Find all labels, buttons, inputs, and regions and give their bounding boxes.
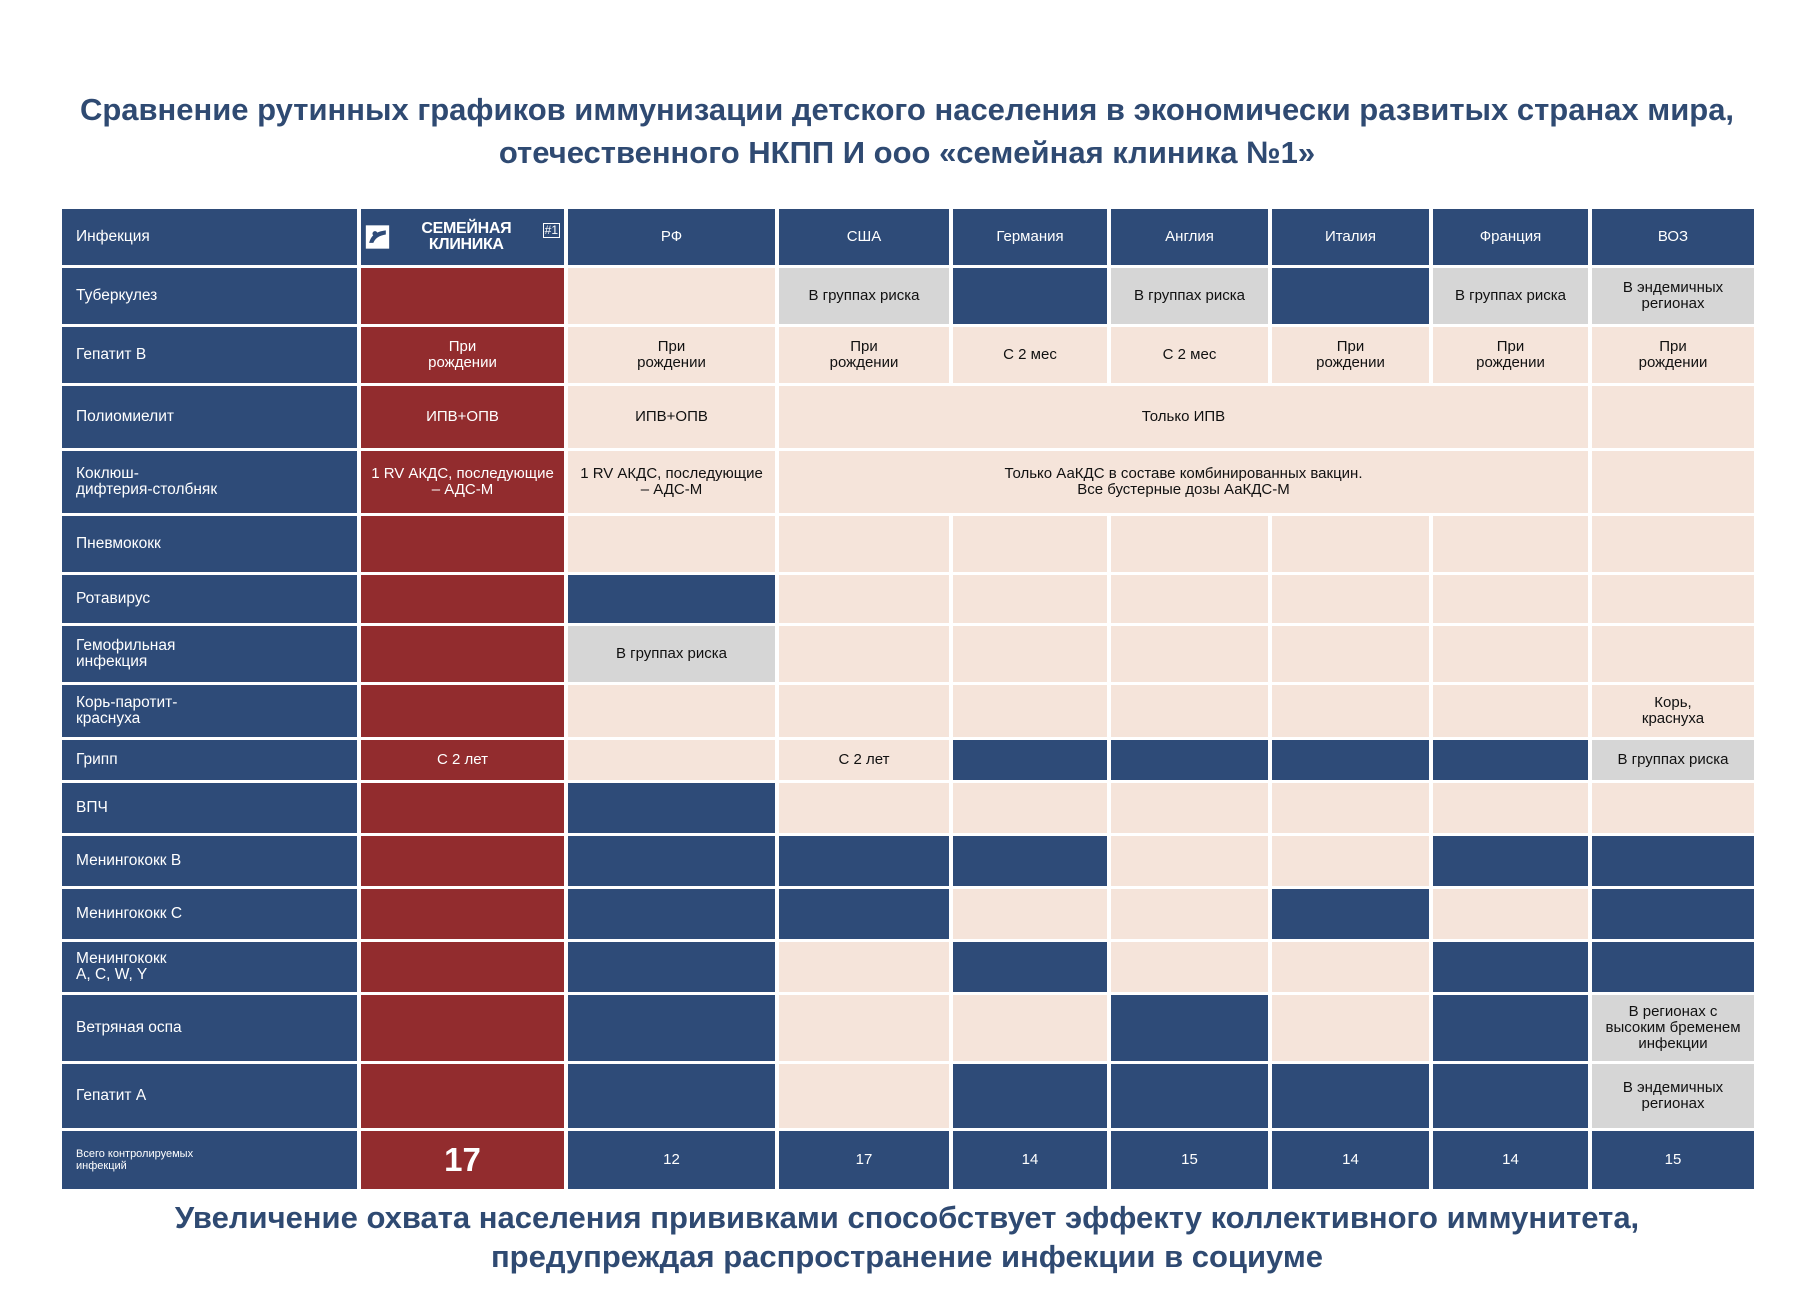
table-cell bbox=[953, 740, 1107, 780]
header-country: Франция bbox=[1433, 209, 1588, 265]
clinic-cell bbox=[361, 942, 564, 992]
table-cell bbox=[568, 836, 775, 886]
table-cell bbox=[1111, 685, 1268, 737]
table-cell bbox=[1592, 626, 1754, 682]
table-cell bbox=[1592, 836, 1754, 886]
table-cell: В группах риска bbox=[568, 626, 775, 682]
row-label: Корь-паротит- краснуха bbox=[62, 685, 357, 737]
row-label: Менингококк В bbox=[62, 836, 357, 886]
clinic-cell: При рождении bbox=[361, 327, 564, 383]
clinic-cell: ИПВ+ОПВ bbox=[361, 386, 564, 448]
table-cell bbox=[779, 685, 949, 737]
table-cell: При рождении bbox=[779, 327, 949, 383]
clinic-cell: С 2 лет bbox=[361, 740, 564, 780]
totals-label: Всего контролируемых инфекций bbox=[62, 1131, 357, 1189]
table-cell: С 2 мес bbox=[1111, 327, 1268, 383]
totals-value: 15 bbox=[1592, 1131, 1754, 1189]
table-cell: В группах риска bbox=[1433, 268, 1588, 324]
title-line-2: отечественного НКПП И ооо «семейная клиника №1» bbox=[498, 135, 1316, 170]
table-cell bbox=[1592, 783, 1754, 833]
table-cell: В регионах с высоким бременем инфекции bbox=[1592, 995, 1754, 1061]
table-cell-merged: Только АаКДС в составе комбинированных вакцин. Все бустерные дозы АаКДС-М bbox=[779, 451, 1588, 513]
row-label: Менингококк С bbox=[62, 889, 357, 939]
table-cell-merged: Только ИПВ bbox=[779, 386, 1588, 448]
header-country: РФ bbox=[568, 209, 775, 265]
table-cell: При рождении bbox=[568, 327, 775, 383]
table-cell bbox=[1111, 1064, 1268, 1128]
table-cell bbox=[1592, 889, 1754, 939]
table-cell bbox=[1592, 516, 1754, 572]
table-cell bbox=[1272, 1064, 1429, 1128]
table-cell bbox=[1433, 1064, 1588, 1128]
table-cell bbox=[1111, 836, 1268, 886]
table-cell bbox=[779, 889, 949, 939]
table-cell bbox=[1272, 740, 1429, 780]
row-label: Гемофильная инфекция bbox=[62, 626, 357, 682]
table-cell bbox=[1272, 995, 1429, 1061]
header-country: США bbox=[779, 209, 949, 265]
table-cell bbox=[1272, 685, 1429, 737]
table-cell bbox=[1433, 836, 1588, 886]
totals-value: 17 bbox=[779, 1131, 949, 1189]
row-label: Менингококк А, С, W, Y bbox=[62, 942, 357, 992]
table-cell: В группах риска bbox=[1592, 740, 1754, 780]
table-cell bbox=[568, 740, 775, 780]
table-cell bbox=[1111, 783, 1268, 833]
table-cell bbox=[1272, 889, 1429, 939]
row-label: Гепатит В bbox=[62, 327, 357, 383]
table-cell bbox=[953, 942, 1107, 992]
table-cell: При рождении bbox=[1592, 327, 1754, 383]
table-cell bbox=[953, 783, 1107, 833]
table-cell bbox=[1272, 516, 1429, 572]
table-cell bbox=[568, 889, 775, 939]
header-country: Италия bbox=[1272, 209, 1429, 265]
table-cell bbox=[1272, 575, 1429, 623]
table-cell bbox=[953, 836, 1107, 886]
table-cell bbox=[568, 575, 775, 623]
table-cell bbox=[779, 783, 949, 833]
row-label: Ветряная оспа bbox=[62, 995, 357, 1061]
table-cell: При рождении bbox=[1272, 327, 1429, 383]
table-cell bbox=[1111, 626, 1268, 682]
clinic-cell bbox=[361, 1064, 564, 1128]
row-label: Грипп bbox=[62, 740, 357, 780]
table-cell bbox=[953, 516, 1107, 572]
table-cell: В группах риска bbox=[779, 268, 949, 324]
table-cell bbox=[953, 626, 1107, 682]
table-cell: С 2 лет bbox=[779, 740, 949, 780]
footer-line-2: предупреждая распространение инфекции в социуме bbox=[490, 1239, 1324, 1274]
row-label: Ротавирус bbox=[62, 575, 357, 623]
row-label: Полиомиелит bbox=[62, 386, 357, 448]
table-cell bbox=[1592, 575, 1754, 623]
table-cell bbox=[1592, 942, 1754, 992]
table-cell bbox=[1272, 626, 1429, 682]
immunization-table bbox=[62, 209, 1754, 1189]
table-cell bbox=[779, 995, 949, 1061]
clinic-logo-text: СЕМЕЙНАЯ КЛИНИКА bbox=[421, 220, 512, 253]
header-country: Англия bbox=[1111, 209, 1268, 265]
table-cell bbox=[1111, 516, 1268, 572]
row-label: Коклюш- дифтерия-столбняк bbox=[62, 451, 357, 513]
table-cell bbox=[1433, 995, 1588, 1061]
table-cell bbox=[568, 685, 775, 737]
table-cell bbox=[1433, 575, 1588, 623]
table-cell bbox=[779, 516, 949, 572]
table-cell bbox=[568, 995, 775, 1061]
table-cell: 1 RV АКДС, последующие – АДС-М bbox=[568, 451, 775, 513]
clinic-cell bbox=[361, 995, 564, 1061]
table-cell bbox=[1433, 889, 1588, 939]
table-cell bbox=[779, 836, 949, 886]
table-cell bbox=[953, 889, 1107, 939]
clinic-cell bbox=[361, 836, 564, 886]
table-cell bbox=[953, 575, 1107, 623]
table-cell: В эндемичных регионах bbox=[1592, 268, 1754, 324]
table-cell bbox=[779, 1064, 949, 1128]
table-cell bbox=[1272, 783, 1429, 833]
table-cell: В группах риска bbox=[1111, 268, 1268, 324]
totals-value: 15 bbox=[1111, 1131, 1268, 1189]
header-clinic bbox=[361, 209, 564, 265]
clinic-cell bbox=[361, 575, 564, 623]
title-line-1: Сравнение рутинных графиков иммунизации детского населения в экономически развитых странах мира, bbox=[79, 92, 1735, 127]
table-cell bbox=[953, 268, 1107, 324]
table-cell bbox=[953, 1064, 1107, 1128]
table-cell bbox=[1433, 783, 1588, 833]
table-cell bbox=[568, 942, 775, 992]
totals-value: 12 bbox=[568, 1131, 775, 1189]
table-cell bbox=[568, 268, 775, 324]
table-cell: При рождении bbox=[1433, 327, 1588, 383]
table-cell bbox=[568, 1064, 775, 1128]
clinic-logo bbox=[365, 221, 560, 253]
footer-line-1: Увеличение охвата населения прививками способствует эффекту коллективного иммунитета, bbox=[174, 1200, 1640, 1235]
table-cell bbox=[1433, 685, 1588, 737]
clinic-cell bbox=[361, 889, 564, 939]
clinic-cell bbox=[361, 783, 564, 833]
row-label: ВПЧ bbox=[62, 783, 357, 833]
clinic-cell bbox=[361, 516, 564, 572]
table-cell bbox=[1111, 995, 1268, 1061]
table-cell bbox=[779, 626, 949, 682]
table-cell bbox=[1272, 268, 1429, 324]
header-infection: Инфекция bbox=[62, 209, 357, 265]
totals-value: 14 bbox=[953, 1131, 1107, 1189]
table-cell: Корь, краснуха bbox=[1592, 685, 1754, 737]
table-cell bbox=[1433, 516, 1588, 572]
table-cell bbox=[568, 783, 775, 833]
table-cell bbox=[779, 575, 949, 623]
totals-value: 14 bbox=[1433, 1131, 1588, 1189]
totals-value: 14 bbox=[1272, 1131, 1429, 1189]
clinic-cell: 1 RV АКДС, последующие – АДС-М bbox=[361, 451, 564, 513]
table-cell bbox=[1111, 740, 1268, 780]
table-cell bbox=[1272, 942, 1429, 992]
table-cell bbox=[568, 516, 775, 572]
clinic-logo-icon bbox=[365, 222, 390, 252]
table-cell: В эндемичных регионах bbox=[1592, 1064, 1754, 1128]
totals-clinic: 17 bbox=[361, 1131, 564, 1189]
clinic-cell bbox=[361, 685, 564, 737]
header-country: ВОЗ bbox=[1592, 209, 1754, 265]
table-cell bbox=[1272, 836, 1429, 886]
footer-text bbox=[0, 1198, 1814, 1276]
page-title bbox=[0, 88, 1814, 174]
table-cell bbox=[1433, 626, 1588, 682]
clinic-cell bbox=[361, 268, 564, 324]
table-cell bbox=[953, 685, 1107, 737]
table-cell bbox=[1592, 386, 1754, 448]
table-cell bbox=[1111, 942, 1268, 992]
table-cell bbox=[779, 942, 949, 992]
table-cell bbox=[1592, 451, 1754, 513]
row-label: Гепатит А bbox=[62, 1064, 357, 1128]
table-cell: ИПВ+ОПВ bbox=[568, 386, 775, 448]
clinic-cell bbox=[361, 626, 564, 682]
table-cell bbox=[953, 995, 1107, 1061]
row-label: Туберкулез bbox=[62, 268, 357, 324]
clinic-logo-number: #1 bbox=[544, 222, 558, 237]
table-cell bbox=[1111, 575, 1268, 623]
table-cell bbox=[1433, 740, 1588, 780]
table-cell bbox=[1433, 942, 1588, 992]
row-label: Пневмококк bbox=[62, 516, 357, 572]
header-country: Германия bbox=[953, 209, 1107, 265]
table-cell: С 2 мес bbox=[953, 327, 1107, 383]
table-cell bbox=[1111, 889, 1268, 939]
